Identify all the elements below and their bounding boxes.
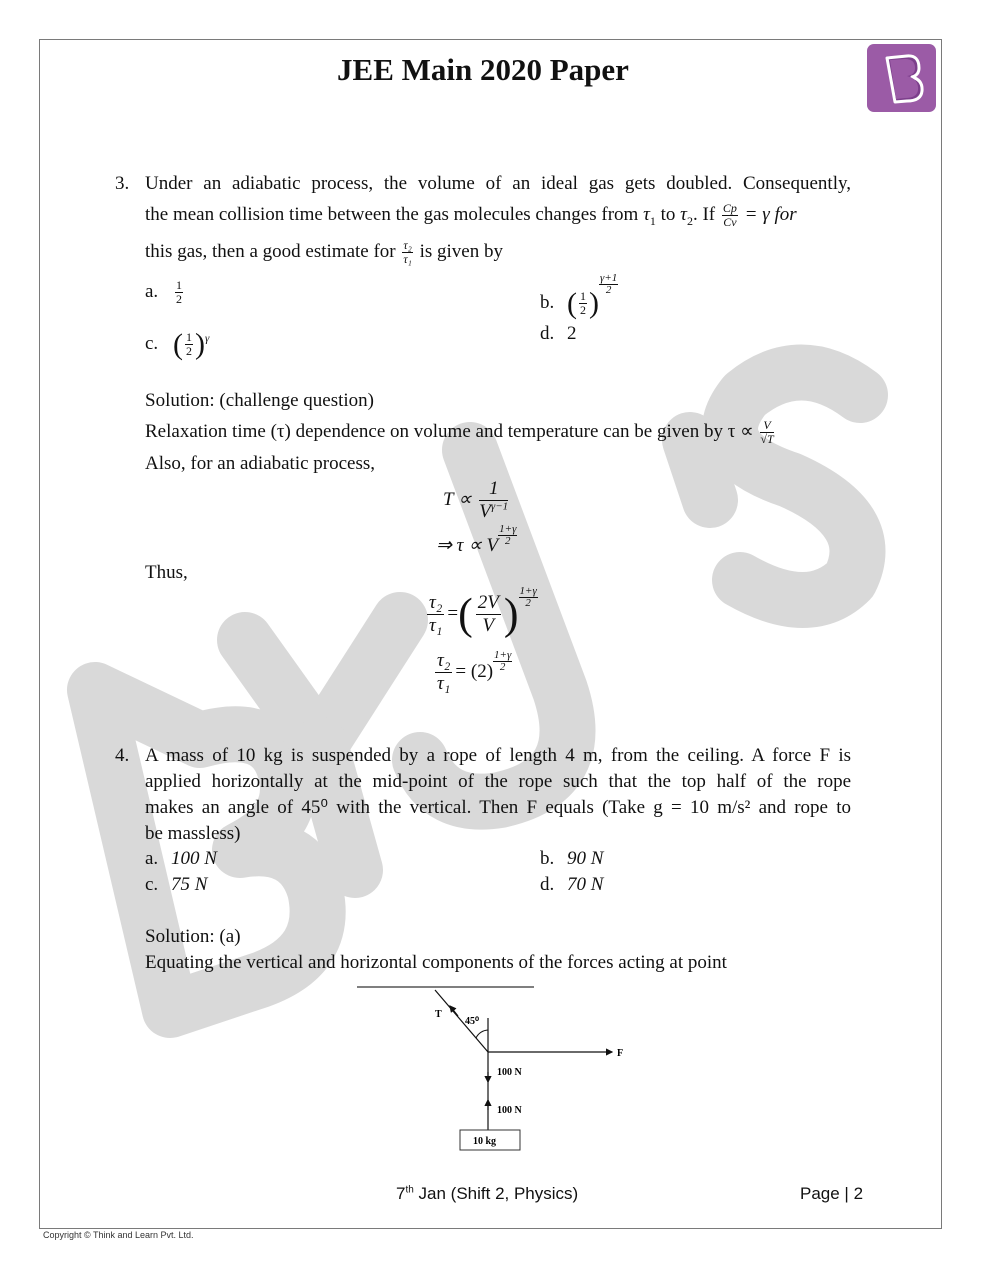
option-b[interactable]: b. 90 N [540, 848, 604, 869]
question-text-line: makes an angle of 45⁰ with the vertical. Then F equals (Take g = 10 m/s² and rope to [145, 797, 851, 818]
page-number: Page | 2 [800, 1184, 864, 1203]
option-d[interactable]: d. 2 [540, 323, 577, 344]
question-number: 3. [115, 173, 130, 194]
option-a[interactable]: a. 100 N [145, 848, 217, 869]
option-d[interactable]: d. 70 N [540, 874, 604, 895]
option-b[interactable]: b. ( $\frac{1}{2}$ ) $\frac{\gamma+1}{2}$ [540, 272, 618, 320]
option-c[interactable]: c. ( $\frac{1}{2}$ )$^\gamma$ [145, 327, 210, 361]
tension-label: T [435, 1009, 442, 1020]
tension-arrow-icon [450, 1006, 458, 1016]
question-text-line: the mean collision time between the gas molecules changes from $\tau_1$ to $\tau_2$. If $\frac{Cp}{Cv}$ = γ for [145, 201, 797, 230]
mass-label: 10 kg [473, 1136, 497, 1147]
equation-ratio-2v: $\frac{\text{τ₂}}{\text{τ₁}}$ =( $\frac{2V}{V}$ ) $\frac{1+\gamma}{2}$ [429, 585, 537, 639]
up-force-label: 100 N [497, 1105, 522, 1116]
solution-text-line: Also, for an adiabatic process, [145, 453, 376, 474]
equation-tau-proportional: ⇒ τ ∝ V $\frac{1+\gamma}{2}$ [436, 523, 517, 556]
angle-arc [476, 1030, 488, 1038]
cp-cv-fraction: $\frac{Cp}{Cv}$ [722, 201, 737, 230]
question-number: 4. [115, 745, 130, 766]
tau-ratio-fraction: $\frac{\text{τ₂}}{\text{τ₁}}$ [403, 238, 412, 267]
question-text-line: Under an adiabatic process, the volume of an ideal gas gets doubled. Consequently, [145, 173, 851, 194]
copyright-notice: Copyright © Think and Learn Pvt. Ltd. [43, 1230, 194, 1240]
solution-heading: Solution: (challenge question) [145, 390, 375, 411]
force-diagram [350, 980, 640, 1160]
solution-heading: Solution: (a) [145, 926, 241, 947]
question-text-line: A mass of 10 kg is suspended by a rope of length 4 m, from the ceiling. A force F is [145, 745, 851, 766]
option-a[interactable]: a. $\frac{1}{2}$ [145, 278, 182, 307]
question-text-line: be massless) [145, 823, 241, 844]
question-text-line: this gas, then a good estimate for $\frac{\text{τ₂}}{\text{τ₁}}$ is given by [145, 238, 503, 267]
solution-text-line: Equating the vertical and horizontal components of the forces acting at point [145, 952, 727, 973]
force-label: F [617, 1048, 624, 1059]
down-force-label: 100 N [497, 1067, 522, 1078]
equation-ratio-final: $\frac{\text{τ₂}}{\text{τ₁}}$ = (2) $\frac{1+\gamma}{2}$ [437, 649, 512, 694]
footer-exam-info: 7th Jan (Shift 2, Physics) [396, 1184, 579, 1203]
thus-label: Thus, [145, 562, 188, 583]
option-c[interactable]: c. 75 N [145, 874, 208, 895]
question-text-line: applied horizontally at the mid-point of the rope such that the top half of the rope [145, 771, 851, 792]
angle-label: 45⁰ [465, 1016, 480, 1027]
page-title: JEE Main 2020 Paper [337, 52, 629, 87]
equation-t-proportional: T ∝ $\frac{1}{V^{\gamma-1}}$ [443, 478, 509, 522]
rope-upper [435, 990, 488, 1052]
solution-text-line: Relaxation time (τ) dependence on volume and temperature can be given by τ ∝ $\frac{V}{√T}$ [145, 418, 774, 447]
